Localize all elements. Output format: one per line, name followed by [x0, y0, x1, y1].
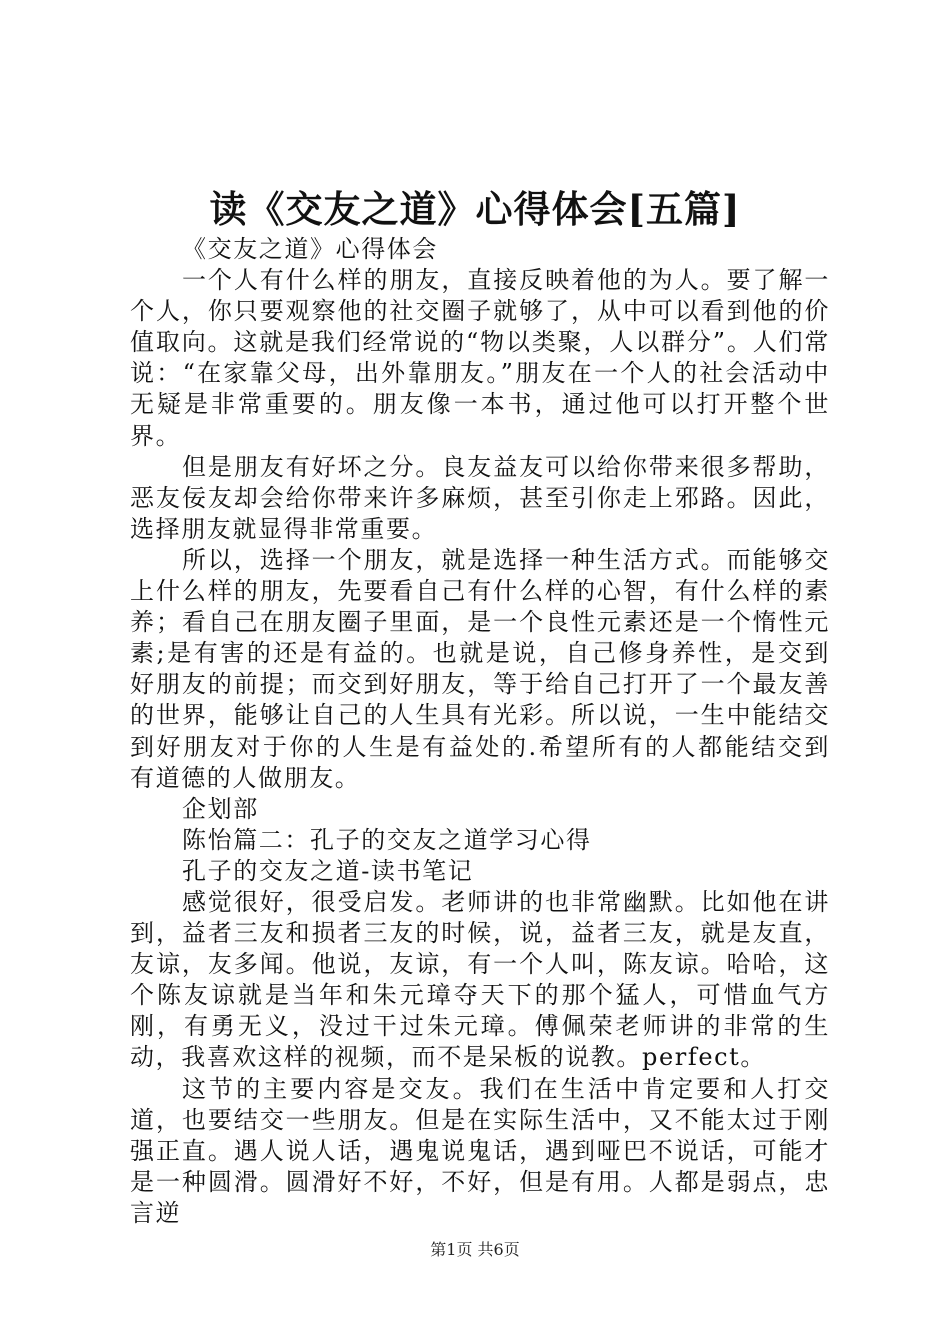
paragraph: 一个人有什么样的朋友，直接反映着他的为人。要了解一个人，你只要观察他的社交圈子就够了，从中可以看到他的价值取向。这就是我们经常说的“物以类聚，人以群分”。人们常说：“在家靠父母，出外靠朋友。”朋友在一个人的社会活动中无疑是非常重要的。朋友像一本书，通过他可以打开整个世界。 [130, 266, 830, 450]
document-body [130, 234, 830, 1229]
paragraph-department: 企划部 [182, 794, 259, 823]
paragraph-section-subheading: 孔子的交友之道-读书笔记 [182, 856, 474, 885]
paragraph-section-heading: 陈怡篇二：孔子的交友之道学习心得 [182, 825, 592, 854]
paragraph: 所以，选择一个朋友，就是选择一种生活方式。而能够交上什么样的朋友，先要看自己有什么样的心智，有什么样的素养；看自己在朋友圈子里面，是一个良性元素还是一个惰性元素;是有害的还是有益的。也就是说，自己修身养性，是交到好朋友的前提；而交到好朋友，等于给自己打开了一个最友善的世界，能够让自己的人生具有光彩。所以说，一生中能结交到好朋友对于你的人生是有益处的.希望所有的人都能结交到有道德的人做朋友。 [130, 545, 830, 792]
document-title: 读《交友之道》心得体会[五篇] [209, 187, 741, 231]
paragraph-subtitle: 《交友之道》心得体会 [182, 235, 438, 263]
paragraph: 但是朋友有好坏之分。良友益友可以给你带来很多帮助，恶友佞友却会给你带来许多麻烦，甚至引你走上邪路。因此，选择朋友就显得非常重要。 [130, 452, 830, 543]
paragraph: 这节的主要内容是交友。我们在生活中肯定要和人打交道，也要结交一些朋友。但是在实际生活中，又不能太过于刚强正直。遇人说人话，遇鬼说鬼话，遇到哑巴不说话，可能才是一种圆滑。圆滑好不好，不好，但是有用。人都是弱点，忠言逆 [130, 1074, 830, 1227]
page-number-footer: 第1页 共6页 [430, 1240, 520, 1259]
paragraph: 感觉很好，很受启发。老师讲的也非常幽默。比如他在讲到，益者三友和损者三友的时候，说，益者三友，就是友直，友谅，友多闻。他说，友谅，有一个人叫，陈友谅。哈哈，这个陈友谅就是当年和朱元璋夺天下的那个猛人，可惜血气方刚，有勇无义，没过干过朱元璋。傅佩荣老师讲的非常的生动，我喜欢这样的视频，而不是呆板的说教。perfect。 [130, 887, 830, 1072]
